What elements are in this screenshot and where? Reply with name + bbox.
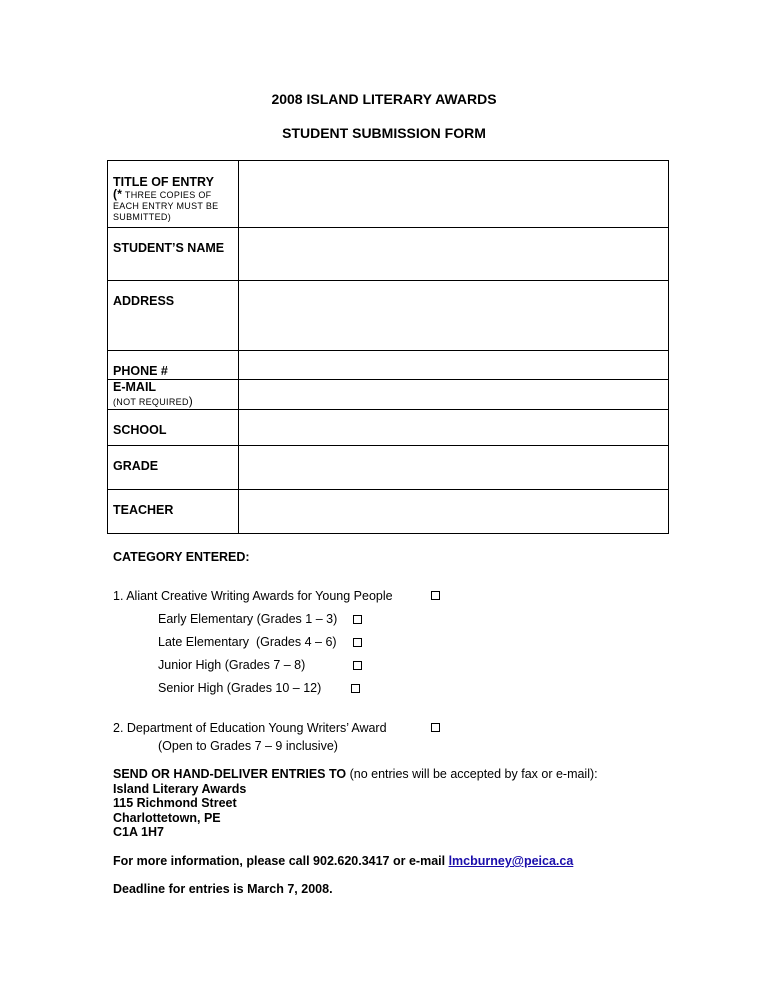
address-label: ADDRESS xyxy=(113,294,175,308)
submission-table xyxy=(107,160,669,534)
send-note: (no entries will be accepted by fax or e-mail): xyxy=(346,767,598,781)
row-name xyxy=(108,228,669,281)
student-name-label: STUDENT’S NAME xyxy=(113,241,225,255)
checkbox-aliant[interactable] xyxy=(431,591,440,600)
email-field[interactable] xyxy=(239,380,672,397)
contact-email-link[interactable]: lmcburney@peica.ca xyxy=(448,854,574,868)
copies-note: (* THREE COPIES OF EACH ENTRY MUST BE SUBMITTED) xyxy=(113,187,219,222)
form-subtitle: STUDENT SUBMISSION FORM xyxy=(282,125,486,141)
title-value-cell[interactable] xyxy=(239,161,669,228)
checkbox-doe[interactable] xyxy=(431,723,440,732)
student-name-field[interactable] xyxy=(239,228,672,245)
phone-field[interactable] xyxy=(239,351,672,368)
checkbox-junior-high[interactable] xyxy=(353,661,362,670)
address-line-3: Charlottetown, PE xyxy=(113,811,221,825)
category-doe-label: 2. Department of Education Young Writers’ Award xyxy=(113,721,387,735)
title-label-cell xyxy=(108,161,239,228)
info-line xyxy=(113,854,573,868)
teacher-label: TEACHER xyxy=(113,503,174,517)
address-value-cell[interactable] xyxy=(239,281,669,351)
title-of-entry-label: TITLE OF ENTRY xyxy=(113,175,214,189)
phone-value-cell[interactable] xyxy=(239,351,669,380)
send-instructions xyxy=(113,767,598,781)
address-line-4: C1A 1H7 xyxy=(113,825,164,839)
phone-label: PHONE # xyxy=(113,364,168,378)
name-value-cell[interactable] xyxy=(239,228,669,281)
grade-label: GRADE xyxy=(113,459,159,473)
grade-label-cell xyxy=(108,446,239,490)
category-senior-high-label: Senior High (Grades 10 – 12) xyxy=(158,681,322,695)
email-label: E-MAIL xyxy=(113,380,157,394)
address-label-cell xyxy=(108,281,239,351)
email-optional-note: (NOT REQUIRED) xyxy=(113,394,194,408)
document-title: 2008 ISLAND LITERARY AWARDS xyxy=(271,91,497,107)
school-value-cell[interactable] xyxy=(239,410,669,446)
row-phone xyxy=(108,351,669,380)
row-email xyxy=(108,380,669,410)
category-junior-high-label: Junior High (Grades 7 – 8) xyxy=(158,658,306,672)
row-school xyxy=(108,410,669,446)
teacher-label-cell xyxy=(108,490,239,534)
checkbox-early-elementary[interactable] xyxy=(353,615,362,624)
info-text: For more information, please call 902.620.3417 or e-mail xyxy=(113,854,449,868)
teacher-field[interactable] xyxy=(239,490,672,507)
send-heading: SEND OR HAND-DELIVER ENTRIES TO xyxy=(113,767,347,781)
category-doe-note: (Open to Grades 7 – 9 inclusive) xyxy=(158,739,338,753)
row-teacher xyxy=(108,490,669,534)
grade-value-cell[interactable] xyxy=(239,446,669,490)
row-address xyxy=(108,281,669,351)
name-label-cell xyxy=(108,228,239,281)
school-label: SCHOOL xyxy=(113,423,167,437)
category-late-elementary-label: Late Elementary (Grades 4 – 6) xyxy=(158,635,337,649)
category-aliant-label: 1. Aliant Creative Writing Awards for Young People xyxy=(113,589,393,603)
category-early-elementary-label: Early Elementary (Grades 1 – 3) xyxy=(158,612,338,626)
teacher-value-cell[interactable] xyxy=(239,490,669,534)
title-of-entry-field[interactable] xyxy=(239,161,672,178)
checkbox-senior-high[interactable] xyxy=(351,684,360,693)
address-line-2: 115 Richmond Street xyxy=(113,796,237,810)
address-field[interactable] xyxy=(239,281,672,298)
row-title xyxy=(108,161,669,228)
school-field[interactable] xyxy=(239,410,672,427)
grade-field[interactable] xyxy=(239,446,672,463)
email-label-cell xyxy=(108,380,239,410)
deadline-text: Deadline for entries is March 7, 2008. xyxy=(113,882,333,896)
checkbox-late-elementary[interactable] xyxy=(353,638,362,647)
category-heading: CATEGORY ENTERED: xyxy=(113,550,250,564)
email-value-cell[interactable] xyxy=(239,380,669,410)
phone-label-cell xyxy=(108,351,239,380)
row-grade xyxy=(108,446,669,490)
school-label-cell xyxy=(108,410,239,446)
address-line-1: Island Literary Awards xyxy=(113,782,247,796)
